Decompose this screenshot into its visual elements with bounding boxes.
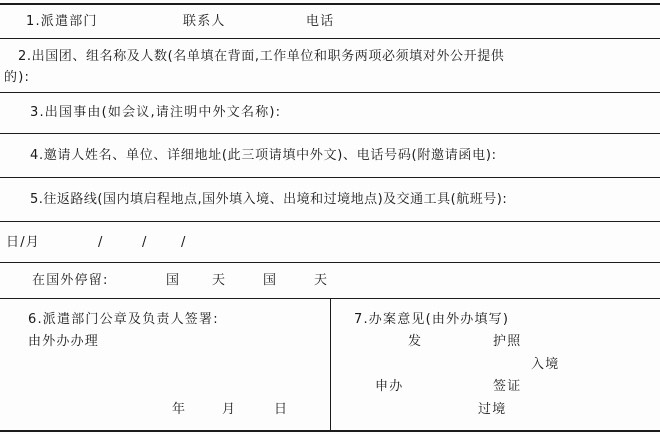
route-label: 5.往返路线(国内填启程地点,国外填入境、出境和过境地点)及交通工具(航班号): xyxy=(30,192,508,207)
contact-person-label: 联系人 xyxy=(183,14,226,29)
processing-opinion-label: 7.办案意见(由外办填写) xyxy=(354,312,510,327)
section-vertical-divider xyxy=(330,298,331,432)
entry-label: 入境 xyxy=(531,357,560,372)
issue-label: 发 xyxy=(408,334,423,349)
dispatch-department-label: 1.派遣部门 xyxy=(26,14,98,29)
row-divider-6 xyxy=(0,262,660,263)
inviter-info-label: 4.邀请人姓名、单位、详细地址(此三项请填中外文)、电话号码(附邀请函电): xyxy=(30,148,497,163)
stay-country-2: 国 xyxy=(263,273,278,288)
passport-label: 护照 xyxy=(493,334,522,349)
row-divider-2 xyxy=(0,92,660,93)
travel-purpose-label: 3.出国事由(如会议,请注明中外文名称): xyxy=(30,105,282,120)
row-divider-5 xyxy=(0,221,660,222)
form-top-border xyxy=(0,3,660,5)
delegation-name-label: 2.出国团、组名称及人数(名单填在背面,工作单位和职务两项必须填对外公开提供 xyxy=(18,49,505,64)
row-divider-4 xyxy=(0,177,660,178)
visa-label: 签证 xyxy=(493,379,522,394)
date-slash: / xyxy=(142,235,148,250)
date-label: 日/月 xyxy=(6,235,40,250)
date-slash: / xyxy=(181,235,187,250)
delegation-name-label-continued: 的): xyxy=(4,70,31,85)
signature-day: 日 xyxy=(274,402,289,417)
stay-country-1: 国 xyxy=(166,273,181,288)
handled-by-foreign-office: 由外办办理 xyxy=(28,334,100,349)
signature-year: 年 xyxy=(172,402,187,417)
stay-days-1: 天 xyxy=(212,273,227,288)
apply-label: 申办 xyxy=(375,379,404,394)
seal-signature-label: 6.派遣部门公章及负责人签署: xyxy=(28,312,219,327)
signature-month: 月 xyxy=(222,402,237,417)
row-divider-3 xyxy=(0,133,660,134)
transit-label: 过境 xyxy=(478,402,507,417)
stay-days-2: 天 xyxy=(314,273,329,288)
row-divider-1 xyxy=(0,38,660,39)
stay-abroad-label: 在国外停留: xyxy=(32,273,109,288)
date-slash: / xyxy=(98,235,104,250)
phone-label: 电话 xyxy=(306,14,335,29)
